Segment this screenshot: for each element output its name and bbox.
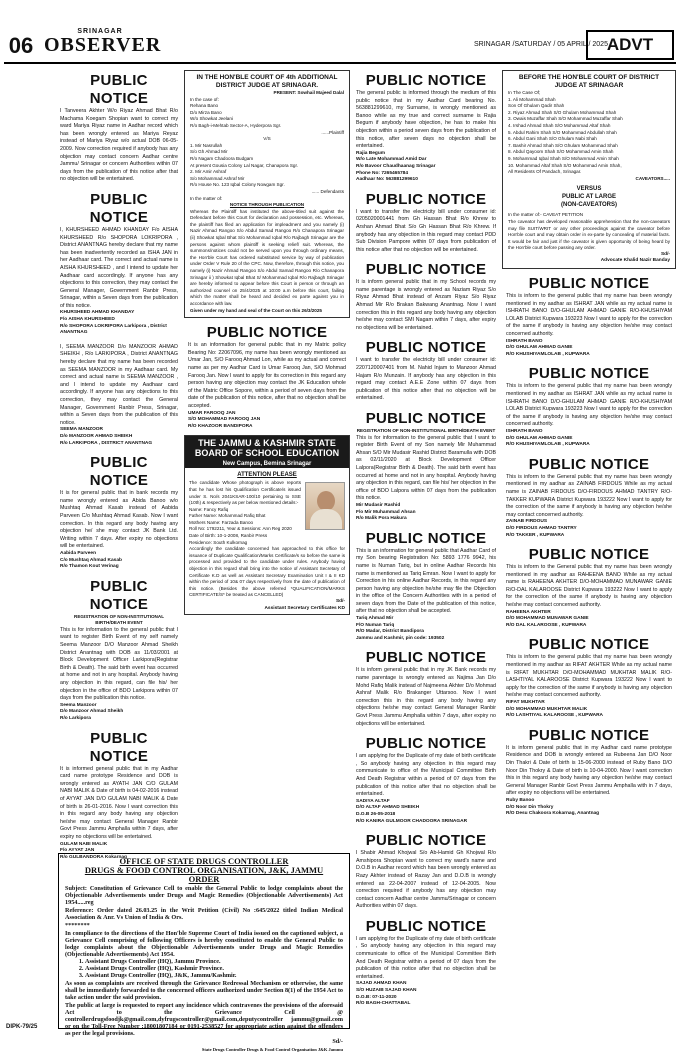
jkbose-signature: Sd/- Assistant Secretary Certificates KD (264, 599, 345, 611)
public-notice (352, 528, 500, 645)
notice-body: I, KHURSHEED AHMAD KHANDAY F/o AISHA KHURSHEED R/o SHOPORA LOKRIPORA , District ANANTNAG hereby declare that my name has been inadvertently recorded as ISHA JAN in her Aadhaar card. The correct and actual name is AISHA KHURSHEED , and I intend to update her Aadhaar card accordingly. If anyone has any objections to this correction, they may contact the General Manager, Government Ranbir Press, Srinagar, within a Seven days from the publication of this notice. (60, 226, 178, 309)
notice-body: I Tanveera Akhter W/o Riyaz Ahmad Bhat R/o Machama Koegam Shopian want to correct my ward Mariya Riyaz name in Aadhar record which has been wrongly entered as Mariya Reyaz instead of Mariya Riyaz w/o actual DOB 06-05-2009. Now correction required if anybody has any objection may contact concern Aadhar centre Jammu/ Srinagar or concern Authorities within 07 days from the publication of this notice after that no objection will be entertained. (60, 108, 178, 183)
notice-signature: Tariq Ahmad Mir F/O Numan Tariq R/O Madar, District Bandipora Jammu and Kashmir, pin code: 193502 (356, 616, 445, 641)
notice-subtitle: REGISTRATION OF NON-INSTITUTIONAL BIRTH/DEATH EVENT (356, 428, 496, 433)
masthead-city: SRINAGAR (77, 28, 123, 35)
public-notice (352, 70, 500, 186)
public-notice (352, 916, 500, 1010)
notice-title: PUBLIC NOTICE (528, 365, 650, 383)
notice-body: I Shabir Ahmad Khojwal S/o Ab-Hamid Gh Khojwal R/o Amshipora Shopian want to correct my ward's name and D.O.B in Aadhar record which has been wrongly entered as Razy Akhter instead of Razay Jan and D.O.B is wrongly entered as 22-04-2007 instead of 12-04-2005. Now correction required if anybody has any objection may contact concern Aadhar centre Jammu/Srinagar or concern Authorities within 07 days. (356, 850, 496, 910)
notice-body: This is inform to the General public that my name has been wrongly mentioned in my aadhar as RAHEENA BANO While as my actual name is RAHEENA AKHTER D/O-MOHAMMAD MUNAWAR GANIE R/O-DAL KALAROOSE District Kupwara 193222 Now I want to apply for the correction of the same if anybody is having any objection he/she may contact concerned authority. (506, 564, 672, 609)
drugs-controller-order (58, 853, 350, 1052)
drug-stars: ******** (65, 922, 90, 929)
drug-officer: 3. Assistant Drugs Controller (HQ), J&K, Jammu/Kashmir. (85, 972, 343, 979)
column-2 (184, 70, 350, 850)
drug-officers-list (85, 958, 343, 979)
jkbose-body: Accordingly the candidate concerned has approached to this office for issuance of Duplicate Qualification/Marks Certificate/s so before the same is processed and provided to the candidate under rules. Anybody having objection in this regard shall bring into the notice of Assistant Secretary of Certificate K.D as well as Assistant Secretary Examination Unit I & II KD within the period of 10& 07 days respectively from the date of publication of this notice. (Besides the above referred *QUALIFICATION/MARKS CERTIFICATE/S* be treated as CANCELLED) (189, 546, 345, 598)
jkbose-intro: The candidate Whose photograph is above reports that he has lost his Qualification Certificate/s issued under S. No/s 2041KSAR-100/10 pertaining to SSE (10th) & respectively as per below mentioned details:- (189, 480, 301, 506)
drug-reference: Reference: Order dated 26.03.25 in the Writ Petition (Civil) No :645/2022 titled Indian Medical Association & Anr. Vs Union of India & Ors. (65, 907, 343, 921)
drug-para1: In compliance to the directions of the Hon'ble Supreme Court of India issued on the captioned subject, a Grievance Cell comprising of following Officers is hereby constituted to enable the General Public to lodge complaints about the Objectionable Advertisements under Drugs and Magic Remedies (Objectionable Advertisements) Act 1954. (65, 930, 343, 958)
column-4 (502, 70, 676, 1036)
page-number: 06 (8, 33, 34, 58)
notice-signature: GULAM NABI MALIK F/o AYYAT JAN R/o GULBANDORA Kokarnag (60, 841, 127, 860)
notice-body: It is informed general public that in my Aadhar card name prototype Residence and DOB is wrongly entered as AYATH JAN C/O GULAM NABI MALIK & Date of birth is 04-02-2016 instead of AYYAT JAN D/O GULAM NABI MALIK & Date of birth is 26-01-2016. Now I want correction this in this regard any body having any objection he/she may contact General Manager Ranbir Govt Press Jammu Amphalla within 7 days, after expiry no objections will be entertained. (60, 765, 178, 840)
drug-org: DRUGS & FOOD CONTROL ORGANISATION, J&K, JAMMU (84, 865, 324, 875)
notice-title: PUBLIC NOTICE (365, 735, 487, 753)
notice-title: PUBLIC NOTICE (365, 339, 487, 357)
notice-body: It is inform general public that in my JK Bank records my name parentage is wrongly entered as Najima Jan D/o Mohd Rafiq Malik instead of Najmeena Akhter D/o Mohmad Ashraf Malik R/o Brakanger Uttarsoo. Now I want correction this in this regard any body having any objections he/she may contact General Manager Ranbir Govt Press Jammu Amphalla within 7 days, after expiry no objections will be entertained. (356, 667, 496, 727)
page-header (0, 0, 680, 64)
notice-signature: SAJAD AHMAD KHAN S/O HUZAIB SAJAD KHAN D.O.B: 07-11-2020 R/O BAGH-CHATTABAL (356, 981, 417, 1007)
notice-signature: ISHRATH BANO D/O GHULAM AHMAD GANIE R/O KHUSHIYAMLOLAB , KUPWARA (506, 428, 590, 448)
notice-signature: SEEMA MANZOOR D/o MANZOOR AHMAD SHEIKH R/o LARKIPORA , DISTRICT ANANTNAG (60, 427, 153, 446)
public-notice (502, 725, 676, 820)
versus-block: VERSUS PUBLIC AT LARGE (NON-CAVEATORS) (561, 186, 617, 209)
notice-body: This is inform to the general public that my name has been wrongly mentioned in my aadhar as ISHRAT JAN while as my actual name is ISHRATH BANO D/O-GHULAM AHMAD GANIE R/O-KHUSHIYAM LOLAB District Kupwara 193223 Now I want to apply for the correction of the same if anybody is having any objection he/she may contact concerned authority. (506, 293, 672, 338)
public-notice (56, 576, 182, 725)
drug-officer: 1. Assistant Drugs Controller (HQ), Jammu Province. (85, 958, 343, 965)
notice-body: This is for information to the general public that I want to register Birth Event of my Son namely Mir Muhammad Ahsan S/O Mir Mudasir Rashid District Baramulla with DOB as 02/11/2020 at Block Development Officer Lalpora(Registrar Birth & Death). The said birth event has occurred at home and not in any hospital. Anybody having any objection in this regard, can file his/ her objection in the office of BDO Lalpora within 07 days from the publication this notice. (356, 434, 496, 502)
notice-body: The general public is informed through the medium of this public notice that in my Aadhar Card bearing No. 563881299610, my Surname, is wrongly mentioned as Banoo while as my true and correct surname is Rajia Begum if anybody have objection, he has to make his objection within a period seven days from the publication of this notice, after seven days no objection shall be entertained. (356, 90, 496, 150)
public-notice (56, 189, 182, 339)
court-respondents: 1. Mir Nasrullah S/o Gh Ahmad Mir R/o Nagam Chadoora Budgam At present Gousia Colony Lal Nagar, Chanapora Sgr. 2. Mir Amir Ashraf S/o Mohammad Ashraf Mir R/o House No. 123 Iqbal Colony Nowgam Sgr. (190, 142, 299, 188)
drug-signature: State Drugs Controller Drugs & Food Control Organisation J&K Jammu (201, 1047, 343, 1052)
column-1 (56, 70, 182, 860)
notice-signature: Aabida Parveen C/o Mushtaq Ahmad Kasab R/o Thamon Kout Verinag (60, 550, 122, 570)
notice-title: PUBLIC NOTICE (365, 410, 487, 427)
notice-body: This is inform to the general public that my name has been wrongly mentioned in my aadhar as ISHRAT JAN while as my actual name is ISHRATH BANO D/O-GHULAM AHMAD GANIE R/O-KHUSHIYAM LOLAB District Kupwara 193223 Now I want to apply for the correction of the same if anybody is having any objection he/she may contact concerned authority. (506, 383, 672, 428)
notice-body: This is for information to the general public that I want to register Birth Event of my self namely Seema Manzoor D/O Manzoor Ahmad Sheikh District Anantnag with DOB as 11/03/2001 at Block Development Officer Larkipora(Registrar Birth & Death). The said birth event has occurred at home and not in any hospital. Anybody having any objection in this regard, can file his/ her objection in the office of BDO Larkipora within 07 days from the publication this notice. (60, 626, 178, 702)
masthead-title: OBSERVER (44, 34, 162, 56)
notice-body: I, SEEMA MANZOOR D/o MANZOOR AHMAD SHEIKH , R/o LARKIPORA , District ANANTNAG hereby declare that my name has been recorded as SEEMA MANZOOR in my Aadhaar card. My correct and actual name is SEEMA MANZOOR , and I intend to update my Aadhaar card accordingly. If anyone has any objections to this correction, they may contact the General Manager, Government Ranbir Press, Srinagar, within a Seven days from the publication of this notice. (60, 343, 178, 426)
notice-signature: Mir Mudasir Rashid F/o Mir Muhammad Ahsan R/o Malik Pora Hakura (356, 502, 416, 522)
drug-subject: Subject: Constitution of Grievance Cell to enable the General Public to lodge complaints about the Objectionable Advertisements under Drugs and Magic Remedies (Objectionable Advertisements) Act 1954.....reg (65, 885, 343, 906)
notice-body: This is inform to the General public that my name has been wrongly mentioned in my aadhar as ZAINAB FIRDOUS While as my actual name is ZAINAB FIRDOUS D/O-FIRDOUS AHMAD TANTRY R/O-TAKKER KUPWARA District Kupwara 193222 Now I want to apply for the correction of the same if anybody is having any objection he/she may contact concerned authority. (506, 473, 672, 518)
court-given: Given under my hand and seal of the Court on this 26/3/2025 (190, 307, 322, 313)
public-notice (352, 830, 500, 913)
notice-title: PUBLIC NOTICE (365, 190, 487, 208)
jkbose-notice (184, 435, 350, 615)
notice-signature: Seema Manzoor D/o Manzoor Ahmad Sheikh R/o Larkipora (60, 702, 124, 721)
public-notice (352, 189, 500, 257)
court-vs: V/S (263, 136, 271, 142)
dateline: SRINAGAR /SATURDAY / 05 APRIL / 2025 (474, 41, 608, 48)
caveators-list: In The Case Of; 1. Ali Mohammad Shah Son Of Ghulam Qadir Shah 2. Riyaz Ahmad Shah S/O Ghulam Mohammad Shah 3. Owais Muzaffar Shah S/O Mohammad Muzaffar Shah 4. Irshad Ahmad Shah S/O Mohammad Altaf Shah 5. Abdul Rahim Shah S/O Mohammad Abdullah Shah 6. Abdul Gani Shah S/O Ghulam Nabi Shah 7. Bashir Ahmad Shah S/O Ghulam Mohammad Shah 8. Abdul Qayoom Shah S/O Mohammad Amin Shah 9. Mohammad Iqbal Shah S/O Mohammad Amin Shah 10. Mohammad Altaf Shah S/O Mohammad Amin Shah, All Residents Of Pandach, Srinagar. (508, 90, 623, 175)
notice-signature: ISHRATH BANO D/O GHULAM AHMAD GANIE R/O KHUSHIYAMLOLAB , KUPWARA (506, 338, 590, 357)
notice-signature: RIFAT MUKHTAR D/O MOHAMMAD MUKHTAR MALIK R/O LASHTIYAL KALAROOSE , KUPWARA (506, 700, 604, 719)
notice-title: PUBLIC NOTICE (206, 324, 328, 342)
notice-title: PUBLIC NOTICE (528, 546, 650, 564)
public-notice (502, 454, 676, 541)
public-notice (352, 647, 500, 730)
notice-body: It is inform general public that in my School records my name parentage is wrongly entered as Naziam Riyaz S/o Riyaz Ahmad Bhat instead of Anzam Riyaz S/o Riyaz Ahmad Mir R/o Brakan Bakwang Anantnag. Now I want correction this in this regard any body having any objection he/she may contact SMI Nagam within 7 days, after expiry no objections will be entertained. (356, 279, 496, 331)
notice-subtitle: REGISTRATION OF NON-INSTITUTIONAL BIRTH/DEATH EVENT (74, 613, 164, 626)
notice-title: PUBLIC NOTICE (89, 190, 149, 226)
notice-signature: Ruby Banoo D/O Noor Din Thokry R/O Desu Chakoora Kokarnag, Anantnag (506, 797, 600, 817)
jkbose-details: Name: Fancy Rafiq Father Name: Mohammad Rafiq Bhat Mothers Name: Farzada Banoo Roll No: 1792211, Year & Sessions: Ann Reg 2020 Date of Birth: 10-1-2008, Ranbir Press Residence: South Kulkornag (189, 506, 292, 545)
section-badge: ADVT (586, 30, 674, 60)
notice-title: PUBLIC NOTICE (365, 261, 487, 279)
public-notice (56, 728, 182, 864)
notice-title: PUBLIC NOTICE (89, 729, 149, 765)
attention-heading: ATTENTION PLEASE (237, 472, 297, 479)
caveat-body: In the matter of:- CAVEAT PETITION The caveator has developed reasonable apprehension that the non-caveators may file SUIT/WRIT or any other proceedings against the caveator before Hon'ble court and may obtain order in ex-parte by concealing of material facts. It would be fair and just if the caveator is given opportunity of being heard by the Hon'ble court before passing any order. (508, 212, 670, 251)
jkbose-name: THE JAMMU & KASHMIR STATE BOARD OF SCHOOL EDUCATION (185, 436, 349, 460)
header-rule (4, 62, 676, 64)
court-notice-title: NOTICE THROUGH PUBLICATION (229, 202, 305, 208)
notice-body: It is an information for general public that in my Matric policy Bearing No: 22067096, my name has been wrongly mentioned as Umar Jan, S/O Farooq Ahmad Lon, while as my actual and correct name as per my Aadhar Card is Umar Farooq Jan, S/O Mohmad Farooq Jan. Now I want to apply for its correction in this regard any person having any objection may contact the JK Education whole of the Matric Office Sopore, within a period of seven days from the date of the publication of this notice, after that no objection shall be accepted. (188, 342, 346, 409)
caveat-signature: Sd/- Advocate Khalid Nazir Banday (600, 251, 670, 264)
court-present: PRESENT: Sowhail Majeed Dalal (273, 90, 344, 95)
drug-order: ORDER (188, 874, 220, 884)
notice-title: PUBLIC NOTICE (528, 726, 650, 744)
notice-body: It is inform general public that in my Aadhar card name prototype Residence and DOB is wrongly entered as Rubeena Jan D/O Noor Din Thakri & Date of birth is 15-06-2000 instead of Ruby Bano D/O Noor Din Thokry & Date of birth is 10-04-2000. Now I want correction this in this regard any body having any objection he/she may contact General Manager Ranbir Govt Press Jammu Amphalla with in 7 days, after expiry no objections will be entertained. (506, 744, 672, 797)
notice-signature: UMAR FAROOQ JAN S/O MOHAMMAD FAROOQ JAN R/O KHAZOOR BANDIPORA (188, 410, 261, 429)
column-3 (352, 70, 500, 1036)
public-notice (502, 544, 676, 631)
drug-officer: 2. Assistant Drugs Controller (HQ), Kashmir Province. (85, 965, 343, 972)
court-notice (184, 70, 350, 318)
notice-body: I want to transfer the electricity bill under consumer id: 2207120007401 from M. Nahid Injam to Manzoor Ahmad Hajam R/o Munzain. If anybody has any objection in this regard may contact A.E.E Zone within 07 days from publication of this notice after that no objection will be entertained. (356, 357, 496, 402)
public-notice (352, 337, 500, 405)
court-header: IN THE HON'BLE COURT OF 4th ADDITIONAL DISTRICT JUDGE AT SRINAGAR. (196, 74, 338, 89)
notice-signature: Rajia Begum W/o Late Mohammad Amid Dar R/o Bavoor Chaudhaanag Srinagar Phone No: 7265465784 Aadhaar No: 563881299610 (356, 150, 436, 183)
public-notice (352, 408, 500, 525)
notice-signature: SADIYA ALTAF D/O ALTAF AHMAD SHEIKH D.O.B 26-05-2018 R/O KANIRA GULMOOR CHADOORA SRINAGAR (356, 798, 468, 824)
notice-title: PUBLIC NOTICE (365, 649, 487, 667)
public-notice (352, 259, 500, 334)
masthead (44, 28, 162, 56)
notice-signature: RAHEENA AKHTER D/O MOHAMMAD MUNAWAR GANIE R/O DAL KALAROOSE , KUPWARA (506, 609, 589, 628)
notice-title: PUBLIC NOTICE (89, 454, 149, 490)
drug-para2: As soon as complaints are received through the Grievance Redressal Mechanism or otherwise, the same shall be immediately forwarded to the concerned officers authorized under Section 8(1) of the 1954 Act to take action under the said provision. (65, 980, 343, 1001)
public-notice (56, 70, 182, 186)
notice-title: PUBLIC NOTICE (89, 577, 149, 613)
court-petitioner: In the case of: Rehana Bano D/o Mirza Bano W/o Showkat Jeelani R/o Bagh-i-Mehtab Sector-A, Hyderpora Sgr. (190, 96, 282, 128)
notice-body: This is inform to the general public that my name has been wrongly mentioned in my aadhar as RIFAT AKHTER While as my actual name is RIFAT MUKHTAR D/O-MOHAMMAD MUKHTAR MALIK R/O-LASHTIYAL KALAROOSE District Kupwara 193222 Now I want to apply for the correction of the same if anybody is having any objection he/she may contact concerned authority. (506, 654, 672, 699)
notice-signature: KHURSHEED AHMAD KHANDAY F/o AISHA KHURSHEED R/o SHOPORA LOKRIPORA Larkipora , District ANANTNAG (60, 310, 167, 336)
notice-title: PUBLIC NOTICE (528, 455, 650, 473)
court-defendants: ...... Defendants (311, 188, 344, 194)
notice-body: I want to transfer the electricity bill under consumer id: 0205020001441 from Gh Hassan Bhat R/o Khrew to Arshan Ahmad Bhat S/o Gh Hassan Bhat R/o Khrew. If anybody has any objection in this regard may contact PDD Sub Division Pampore within 07 days from publication of this notice after that no objection will be entertained. (356, 208, 496, 253)
caveat-header: BEFORE THE HON'BLE COURT OF DISTRICT JUDGE AT SRINAGAR (518, 74, 660, 89)
court-plaintiff: ......Plaintiff (321, 129, 344, 135)
notice-signature: ZAINAB FIRDOUS D/O FIRDOUS AHMAD TANTRY R/O TAKKER , KUPWARA (506, 519, 577, 538)
caveat-notice (502, 70, 676, 269)
public-notice (184, 322, 350, 432)
drug-sd: Sd/- (332, 1038, 343, 1045)
court-body: Whereas the Plaintiff has instituted the above-titled suit against the Defendant before this Court for declaration and possession, etc. Whereas, the plaintiff has filed an application for impleadment and you namely (i) Nazir Ahmad Rangoo S/o Abdul Samad Rangoo R/o Chanapora Srinagar (ii) Showkat Iqbal Bhat S/o Mohammad Iqbal R/o Rajbagh Srinagar are the persons against whom plaintiff is seeking relief/ suit. Whereas, the summons/notices could not be served upon you through ordinary means, the Hon'ble Court has ordered substituted service by way of publication under Order V Rule 20 of the CPC. Now, therefore, through this notice, you namely (i) Nazir Ahmad Rangoo S/o Abdul Samad Rangoo R/o Chanapora Srinagar ii ) Showkat Iqbal Bhat S/ Mohammad Iqbal R/o Rajbagh Srinagar are hereby informed to appear before this Court in person or through an authorized counsel on 25/4/2025 at 10:00 a.m before this court, failing which the matter shall be heard and decided ex parte against you in accordance with law. (190, 208, 344, 306)
notice-body: It is for general public that in bank records my name wrongly entered as Abida Banoo w/o Mushtaq Ahmad Kasab instead of Aabida Parveen C/o Mushtaq Ahmad Kasab. Now I want correction. In this regard any body having any objection he/ she may contact JK Bank Ltd. Writing within 7 days. After expiry no objections will be entertained. (60, 490, 178, 550)
notice-title: PUBLIC NOTICE (365, 529, 487, 547)
public-notice (502, 273, 676, 360)
notice-title: PUBLIC NOTICE (365, 832, 487, 850)
notice-title: PUBLIC NOTICE (89, 72, 149, 107)
notice-body: This is an information for general public that Aadhar Card of my Son bearing Registration No: 5893 1776 9942, his name is Numan Tariq, but in online Aadhar Records his name is mentioned as Tariq Emran. Now I want to apply for Correction in his online Aadhar Records, in this regard any person having any objection he/she may file the Objection in the office of the Concern Authorities with in a period of seven days from the Date of the publication of this notice, after that no objection shall be accepted. (356, 547, 496, 615)
jkbose-campus: New Campus, Bemina Srinagar (185, 460, 349, 468)
public-notice (56, 452, 182, 573)
public-notice (352, 733, 500, 827)
notice-title: PUBLIC NOTICE (528, 636, 650, 654)
drug-office: OFFICE OF STATE DRUGS CONTROLLER (119, 856, 289, 866)
public-notice (56, 342, 182, 449)
drug-para3: The public at large is requested to report any incidence which contravenes the provisions of the aforesaid Act to the Grievance Cell @ controllerdrugsfoodjk@gmail.com,dyfrugscontroller@gmail.com,deputycontroller jammu@gmail.com or on the Toll-Free Number :18001807184 or 0191-2538527 for appropriate action against the offenders as per the legal provisions. (65, 1002, 343, 1037)
notice-body: I am applying for the Duplicate of my date of birth certificate , So anybody having any objection in this regard may communicate to office of the Municipal Committee Birth And Death Registrar within a period of 07 days from the publication of this notice after that no objection shall be entertained. (356, 753, 496, 798)
public-notice (502, 363, 676, 450)
dipr-code: DIPK-79/25 (6, 1024, 38, 1030)
notice-title: PUBLIC NOTICE (365, 917, 487, 935)
caveators-label: CAVEATORS..... (635, 175, 670, 181)
notice-body: I am applying for the Duplicate of my date of birth certificate , So anybody having any objection in this regard may communicate to office of the Municipal Committee Birth And Death Registrar within a period of 07 days from the publication of this notice after that no objection shall be entertained. (356, 935, 496, 980)
notice-title: PUBLIC NOTICE (365, 72, 487, 89)
public-notice (502, 634, 676, 721)
notice-title: PUBLIC NOTICE (528, 275, 650, 293)
candidate-photo (305, 482, 345, 530)
court-matter: In the matter of: (190, 195, 223, 201)
